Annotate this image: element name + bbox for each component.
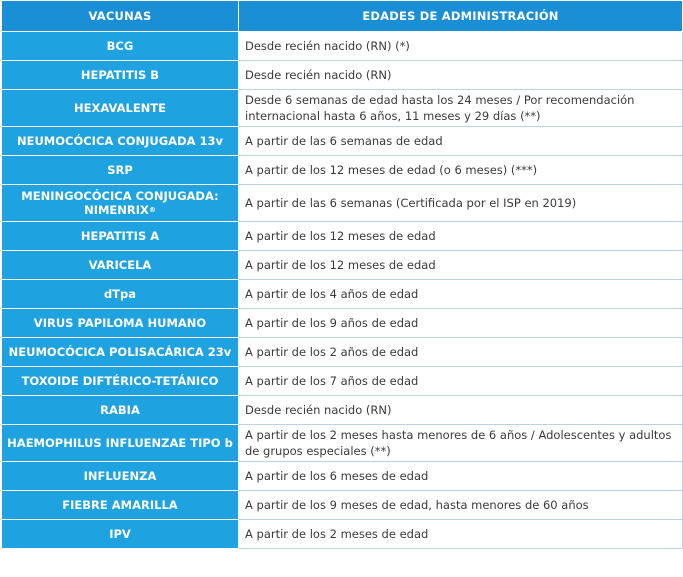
header-ages: EDADES DE ADMINISTRACIÓN xyxy=(239,1,683,32)
vaccine-age: A partir de los 9 meses de edad, hasta menores de 60 años xyxy=(239,491,683,520)
header-vaccines: VACUNAS xyxy=(2,1,239,32)
vaccine-name: MENINGOCÓCICA CONJUGADA: NIMENRIX xyxy=(21,189,219,217)
vaccine-name-cell xyxy=(2,185,239,222)
vaccine-age: A partir de los 9 años de edad xyxy=(239,309,683,338)
vaccine-age: A partir de los 12 meses de edad (o 6 meses) (***) xyxy=(239,156,683,185)
vaccine-name: HEPATITIS B xyxy=(2,61,239,90)
vaccine-age: Desde 6 semanas de edad hasta los 24 meses / Por recomendación internacional hasta 6 años, 11 meses y 29 días (**) xyxy=(239,90,683,127)
vaccine-name: HEXAVALENTE xyxy=(2,90,239,127)
vaccine-age: Desde recién nacido (RN) (*) xyxy=(239,32,683,61)
vaccine-name: NEUMOCÓCICA POLISACÁRICA 23v xyxy=(2,338,239,367)
table-row xyxy=(2,127,683,156)
vaccine-name: TOXOIDE DIFTÉRICO-TETÁNICO xyxy=(2,367,239,396)
vaccine-name: BCG xyxy=(2,32,239,61)
vaccine-age: A partir de los 6 meses de edad xyxy=(239,462,683,491)
vaccine-age: Desde recién nacido (RN) xyxy=(239,61,683,90)
vaccine-name: VARICELA xyxy=(2,251,239,280)
table-row xyxy=(2,222,683,251)
table-row xyxy=(2,32,683,61)
vaccine-name: SRP xyxy=(2,156,239,185)
vaccine-age: A partir de los 12 meses de edad xyxy=(239,222,683,251)
vaccine-name: IPV xyxy=(2,520,239,549)
vaccine-age-table xyxy=(1,0,683,549)
vaccine-name: HAEMOPHILUS INFLUENZAE TIPO b xyxy=(2,425,239,462)
table-header-row xyxy=(2,1,683,32)
table-row xyxy=(2,491,683,520)
table-row xyxy=(2,520,683,549)
table-row xyxy=(2,156,683,185)
vaccine-age: Desde recién nacido (RN) xyxy=(239,396,683,425)
table-row xyxy=(2,61,683,90)
table-row xyxy=(2,338,683,367)
table-row xyxy=(2,396,683,425)
vaccine-age: A partir de los 4 años de edad xyxy=(239,280,683,309)
vaccine-age: A partir de los 12 meses de edad xyxy=(239,251,683,280)
table-row xyxy=(2,367,683,396)
vaccine-age: A partir de los 7 años de edad xyxy=(239,367,683,396)
vaccine-name: NEUMOCÓCICA CONJUGADA 13v xyxy=(2,127,239,156)
vaccine-age: A partir de las 6 semanas (Certificada por el ISP en 2019) xyxy=(239,185,683,222)
table-row xyxy=(2,462,683,491)
vaccine-name: INFLUENZA xyxy=(2,462,239,491)
table-row xyxy=(2,280,683,309)
vaccine-age: A partir de los 2 meses hasta menores de 6 años / Adolescentes y adultos de grupos especiales (**) xyxy=(239,425,683,462)
vaccine-name: FIEBRE AMARILLA xyxy=(2,491,239,520)
vaccine-name: RABIA xyxy=(2,396,239,425)
table-row xyxy=(2,90,683,127)
registered-mark: ® xyxy=(148,206,156,214)
vaccine-name: VIRUS PAPILOMA HUMANO xyxy=(2,309,239,338)
table-row xyxy=(2,309,683,338)
table-row xyxy=(2,251,683,280)
vaccine-age: A partir de los 2 meses de edad xyxy=(239,520,683,549)
vaccine-age: A partir de los 2 años de edad xyxy=(239,338,683,367)
vaccine-name: dTpa xyxy=(2,280,239,309)
vaccine-name: HEPATITIS A xyxy=(2,222,239,251)
table-row xyxy=(2,425,683,462)
vaccine-age: A partir de las 6 semanas de edad xyxy=(239,127,683,156)
table-row xyxy=(2,185,683,222)
